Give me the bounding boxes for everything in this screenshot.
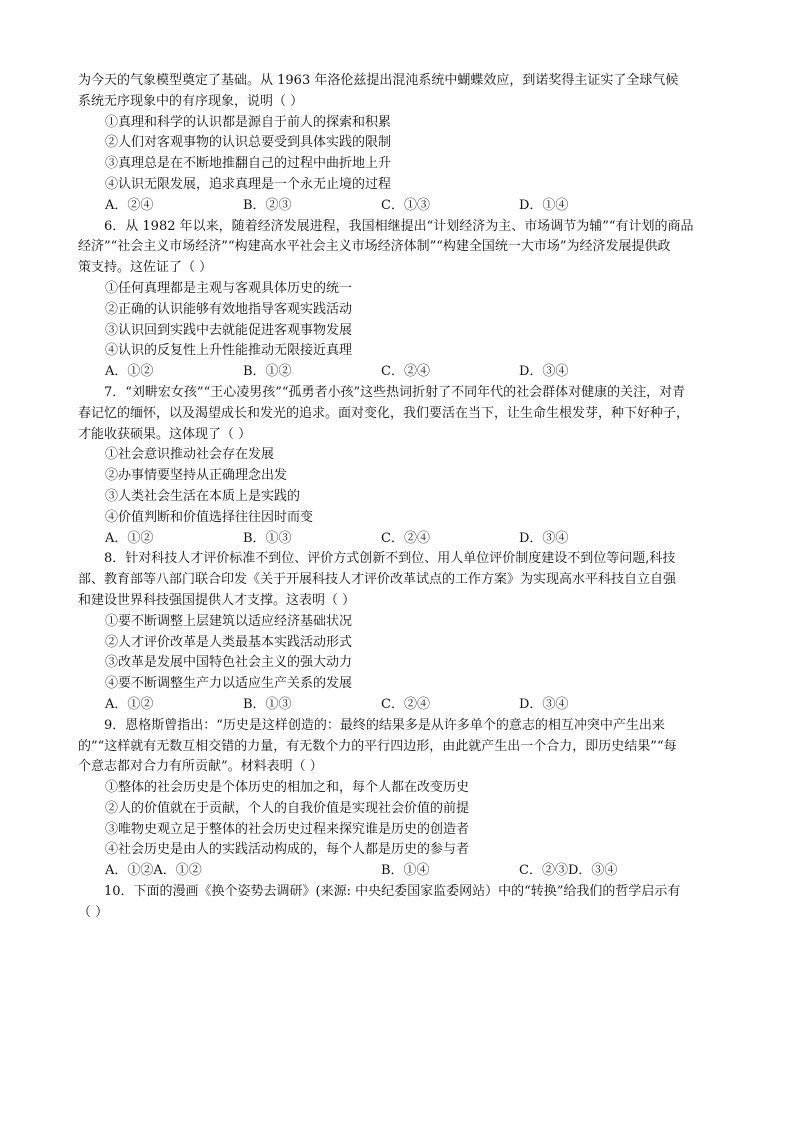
choice-a: A．①② <box>105 696 154 712</box>
exam-page <box>78 71 718 924</box>
statement-option: ②人的价值就在于贡献，个人的自我价值是实现社会价值的前提 <box>105 800 470 816</box>
choice-a: A．①②A．①② <box>105 863 202 879</box>
question-text-line: 为今天的气象模型奠定了基础。从 1963 年洛伦兹提出混沌系统中蝴蝶效应，到诺奖得主证实了全球气候 <box>78 73 679 88</box>
question-text-line: 的”“这样就有无数互相交错的力量，有无数个力的平行四边形，由此就产生出一个合力，即历史结果”“每 <box>78 738 677 754</box>
question-text-line: 经济”“社会主义市场经济”“构建高水平社会主义市场经济体制”“构建全国统一大市场”为经济发展提供政 <box>78 239 671 255</box>
choice-c: C．①③ <box>381 197 430 213</box>
question-8 <box>78 549 718 715</box>
question-text-line: 部、教育部等八部门联合印发《关于开展科技人才评价改革试点的工作方案》为实现高水平科技自立自强 <box>78 572 677 588</box>
choice-c: C．②④ <box>381 364 430 380</box>
statement-option: ③唯物史观立足于整体的社会历史过程来探究谁是历史的创造者 <box>105 821 470 837</box>
statement-option: ②办事情要坚持从正确理念出发 <box>105 468 288 484</box>
statement-option: ④要不断调整生产力以适应生产关系的发展 <box>105 676 353 692</box>
choice-b: B．①② <box>243 364 292 380</box>
answer-choices <box>78 529 718 550</box>
question-10 <box>78 882 718 924</box>
choice-b: B．②③ <box>243 197 292 213</box>
choice-d: D．①④ <box>519 197 569 213</box>
answer-choices <box>78 196 718 217</box>
statement-option: ④认识的反复性上升性能推动无限接近真理 <box>105 343 353 359</box>
statement-option: ④认识无限发展，追求真理是一个永无止境的过程 <box>105 176 392 192</box>
choice-c: C．②④ <box>381 530 430 546</box>
choice-b: B．①③ <box>243 530 292 546</box>
statement-option: ①整体的社会历史是个体历史的相加之和，每个人都在改变历史 <box>105 780 470 796</box>
statement-option: ①任何真理都是主观与客观具体历史的统一 <box>105 280 353 296</box>
choice-c: C．②③D．③④ <box>519 863 618 879</box>
question-text-line: 系统无序现象中的有序现象，说明（ ） <box>78 93 304 109</box>
statement-option: ①社会意识推动社会存在发展 <box>105 447 275 463</box>
statement-option: ③真理总是在不断地推翻自己的过程中曲折地上升 <box>105 156 392 172</box>
question-7 <box>78 383 718 549</box>
statement-option: ③改革是发展中国特色社会主义的强大动力 <box>105 655 353 671</box>
statement-option: ④社会历史是由人的实践活动构成的，每个人都是历史的参与者 <box>105 842 470 858</box>
question-text-line: 10．下面的漫画《换个姿势去调研》(来源: 中央纪委国家监委网站）中的“转换”给我们的哲学启示有 <box>104 884 681 900</box>
statement-option: ③认识回到实践中去就能促进客观事物发展 <box>105 322 353 338</box>
choice-a: A．①② <box>105 364 154 380</box>
question-text-line: （ ） <box>78 904 109 920</box>
question-text-line: 春记忆的缅怀，以及渴望成长和发光的追求。面对变化，我们要活在当下，让生命生根发芽，种下好种子， <box>78 405 690 421</box>
question-text-line: 个意志都对合力有所贡献”。材料表明（ ） <box>78 759 323 775</box>
question-6 <box>78 217 718 383</box>
statement-option: ①要不断调整上层建筑以适应经济基础状况 <box>105 613 353 629</box>
statement-option: ②正确的认识能够有效地指导客观实践活动 <box>105 301 353 317</box>
choice-b: B．①④ <box>381 863 430 879</box>
statement-option: ①真理和科学的认识都是源自于前人的探索和积累 <box>105 114 392 130</box>
question-text-line: 才能收获硕果。这体现了（ ） <box>78 426 252 442</box>
question-text-line: 和建设世界科技强国提供人才支撑。这表明（ ） <box>78 592 356 608</box>
statement-option: ④价值判断和价值选择往往因时而变 <box>105 509 314 525</box>
question-5-tail <box>78 71 718 217</box>
question-text-line: 6．从 1982 年以来，随着经济发展进程，我国相继提出“计划经济为主、市场调节为辅”“有计划的商品 <box>104 218 694 234</box>
choice-a: A．②④ <box>105 197 154 213</box>
question-text-line: 7．“刘畊宏女孩”“王心凌男孩”“孤勇者小孩”这些热词折射了不同年代的社会群体对健康的关注，对青 <box>104 384 686 400</box>
statement-option: ③人类社会生活在本质上是实践的 <box>105 488 301 504</box>
question-text-line: 9．恩格斯曾指出：“历史是这样创造的：最终的结果多是从许多单个的意志的相互冲突中产生出来 <box>104 717 665 733</box>
choice-d: D．③④ <box>519 530 569 546</box>
answer-choices <box>78 861 718 882</box>
statement-option: ②人们对客观事物的认识总要受到具体实践的限制 <box>105 135 392 151</box>
statement-option: ②人才评价改革是人类最基本实践活动形式 <box>105 634 353 650</box>
choice-d: D．③④ <box>519 364 569 380</box>
question-text-line: 策支持。这佐证了（ ） <box>78 260 213 276</box>
choice-d: D．③④ <box>519 696 569 712</box>
question-9 <box>78 716 718 882</box>
choice-b: B．①③ <box>243 696 292 712</box>
choice-a: A．①② <box>105 530 154 546</box>
answer-choices <box>78 695 718 716</box>
question-text-line: 8．针对科技人才评价标准不到位、评价方式创新不到位、用人单位评价制度建设不到位等问题,科技 <box>104 551 676 567</box>
choice-c: C．②④ <box>381 696 430 712</box>
answer-choices <box>78 362 718 383</box>
